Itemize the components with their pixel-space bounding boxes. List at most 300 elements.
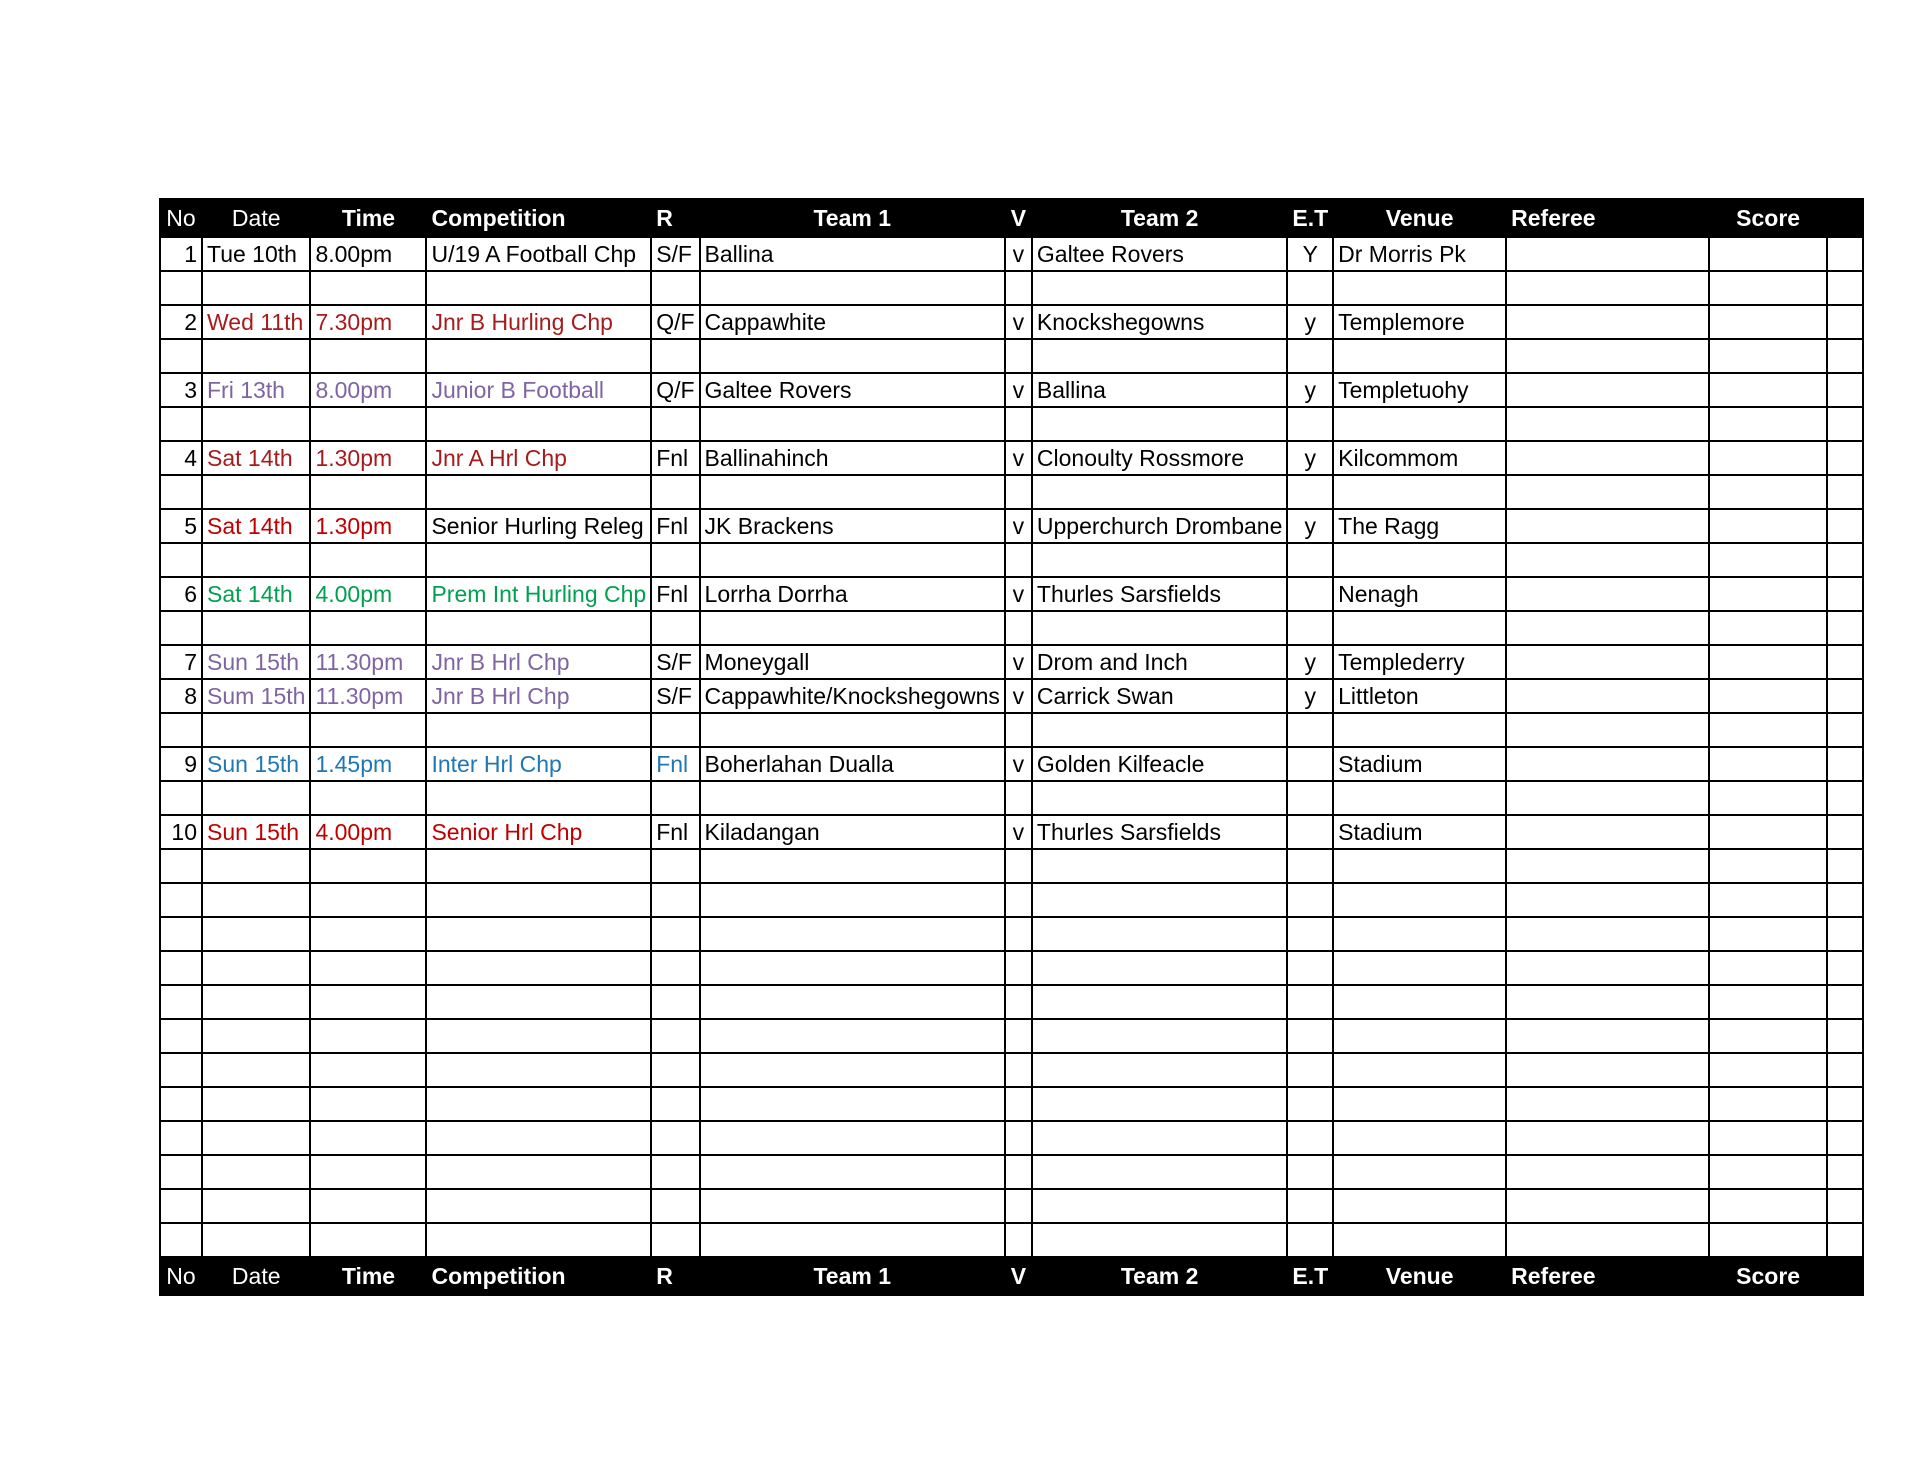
cell-time [310,339,426,373]
cell-score [1709,271,1827,305]
footer-time: Time [310,1257,426,1295]
header-row [160,199,1863,237]
cell-et [1287,475,1333,509]
footer-date: Date [202,1257,310,1295]
cell-team2: Galtee Rovers [1032,237,1287,271]
footer-row [160,1257,1863,1295]
cell-date: Sun 15th [202,815,310,849]
cell-referee [1506,407,1709,441]
cell-et [1287,849,1333,883]
cell-time: 8.00pm [310,237,426,271]
cell-score [1709,407,1827,441]
cell-score [1709,1223,1827,1257]
cell-time [310,849,426,883]
cell-time: 1.30pm [310,441,426,475]
cell-team2 [1032,1155,1287,1189]
cell-extra [1827,339,1863,373]
cell-et: y [1287,305,1333,339]
cell-team1 [700,339,1005,373]
cell-venue: The Ragg [1333,509,1506,543]
empty-row [160,985,1863,1019]
cell-time [310,917,426,951]
cell-et [1287,407,1333,441]
cell-r: Fnl [651,815,699,849]
cell-time: 11.30pm [310,679,426,713]
cell-referee [1506,1121,1709,1155]
cell-extra [1827,305,1863,339]
empty-row [160,1019,1863,1053]
cell-referee [1506,1155,1709,1189]
cell-et: y [1287,679,1333,713]
cell-v [1005,951,1032,985]
cell-time [310,713,426,747]
cell-team2 [1032,883,1287,917]
cell-extra [1827,883,1863,917]
cell-team1 [700,271,1005,305]
cell-v: v [1005,373,1032,407]
cell-no [160,1155,202,1189]
cell-team1 [700,985,1005,1019]
cell-score [1709,1053,1827,1087]
cell-team2: Clonoulty Rossmore [1032,441,1287,475]
cell-score [1709,373,1827,407]
cell-team1 [700,407,1005,441]
cell-referee [1506,951,1709,985]
fixtures-table [159,198,1864,1296]
cell-no [160,917,202,951]
cell-time [310,951,426,985]
cell-team1 [700,1189,1005,1223]
cell-score [1709,1189,1827,1223]
cell-score [1709,509,1827,543]
cell-competition [426,713,651,747]
cell-extra [1827,1223,1863,1257]
cell-et [1287,339,1333,373]
cell-team2 [1032,475,1287,509]
cell-venue: Templemore [1333,305,1506,339]
cell-competition: Jnr A Hrl Chp [426,441,651,475]
fixture-row [160,373,1863,407]
spacer-row [160,339,1863,373]
cell-referee [1506,679,1709,713]
cell-venue [1333,849,1506,883]
cell-team2 [1032,407,1287,441]
cell-venue [1333,271,1506,305]
cell-date [202,1121,310,1155]
cell-date [202,1223,310,1257]
cell-competition [426,271,651,305]
cell-r: S/F [651,679,699,713]
empty-row [160,1121,1863,1155]
cell-referee [1506,543,1709,577]
cell-score [1709,951,1827,985]
cell-venue [1333,407,1506,441]
cell-score [1709,237,1827,271]
cell-date [202,883,310,917]
cell-time [310,407,426,441]
cell-v [1005,611,1032,645]
header-extra [1827,199,1863,237]
empty-row [160,1053,1863,1087]
header-score: Score [1709,199,1827,237]
fixtures-body [160,199,1863,1257]
cell-competition [426,543,651,577]
cell-date [202,1087,310,1121]
cell-v: v [1005,577,1032,611]
cell-extra [1827,1053,1863,1087]
cell-v: v [1005,237,1032,271]
cell-extra [1827,917,1863,951]
cell-extra [1827,509,1863,543]
cell-r [651,849,699,883]
cell-time: 7.30pm [310,305,426,339]
cell-venue [1333,985,1506,1019]
cell-v [1005,883,1032,917]
cell-date: Tue 10th [202,237,310,271]
cell-v [1005,543,1032,577]
cell-competition: Jnr B Hrl Chp [426,645,651,679]
cell-team1: Moneygall [700,645,1005,679]
cell-score [1709,883,1827,917]
cell-et [1287,1189,1333,1223]
spacer-row [160,271,1863,305]
cell-referee [1506,1053,1709,1087]
cell-no: 9 [160,747,202,781]
cell-extra [1827,849,1863,883]
cell-et [1287,917,1333,951]
cell-time [310,611,426,645]
cell-venue [1333,1121,1506,1155]
cell-time [310,1053,426,1087]
cell-competition: Inter Hrl Chp [426,747,651,781]
spacer-row [160,543,1863,577]
cell-referee [1506,917,1709,951]
cell-r: S/F [651,237,699,271]
cell-team1: Galtee Rovers [700,373,1005,407]
cell-team1 [700,951,1005,985]
cell-time [310,883,426,917]
cell-no [160,339,202,373]
cell-team1 [700,475,1005,509]
cell-team2: Upperchurch Drombane [1032,509,1287,543]
cell-et [1287,271,1333,305]
cell-r: S/F [651,645,699,679]
cell-date [202,1189,310,1223]
empty-row [160,883,1863,917]
header-r: R [651,199,699,237]
cell-extra [1827,1019,1863,1053]
cell-venue [1333,713,1506,747]
cell-extra [1827,543,1863,577]
cell-competition [426,1121,651,1155]
cell-extra [1827,713,1863,747]
cell-r [651,781,699,815]
cell-referee [1506,475,1709,509]
cell-team2: Knockshegowns [1032,305,1287,339]
cell-r: Fnl [651,747,699,781]
header-no: No [160,199,202,237]
cell-score [1709,815,1827,849]
cell-referee [1506,611,1709,645]
cell-r: Q/F [651,305,699,339]
cell-no [160,849,202,883]
cell-extra [1827,747,1863,781]
cell-venue [1333,475,1506,509]
cell-team1: Ballina [700,237,1005,271]
cell-et [1287,1053,1333,1087]
cell-date [202,475,310,509]
cell-extra [1827,679,1863,713]
cell-date: Fri 13th [202,373,310,407]
empty-row [160,951,1863,985]
cell-extra [1827,237,1863,271]
cell-date: Sat 14th [202,577,310,611]
cell-no: 6 [160,577,202,611]
cell-v [1005,339,1032,373]
cell-score [1709,849,1827,883]
cell-extra [1827,815,1863,849]
cell-team1: Kiladangan [700,815,1005,849]
cell-venue: Dr Morris Pk [1333,237,1506,271]
cell-v: v [1005,441,1032,475]
cell-score [1709,713,1827,747]
cell-venue [1333,1053,1506,1087]
cell-no: 8 [160,679,202,713]
header-v: V [1005,199,1032,237]
cell-venue: Nenagh [1333,577,1506,611]
cell-score [1709,985,1827,1019]
cell-score [1709,475,1827,509]
cell-team1: Ballinahinch [700,441,1005,475]
fixture-row [160,237,1863,271]
cell-venue [1333,781,1506,815]
cell-score [1709,747,1827,781]
cell-venue [1333,1155,1506,1189]
cell-r [651,917,699,951]
cell-competition [426,1223,651,1257]
cell-team2 [1032,1019,1287,1053]
cell-time [310,475,426,509]
cell-r [651,1223,699,1257]
cell-venue: Kilcommom [1333,441,1506,475]
cell-time [310,271,426,305]
cell-venue: Templetuohy [1333,373,1506,407]
empty-row [160,1155,1863,1189]
cell-date [202,917,310,951]
cell-extra [1827,407,1863,441]
cell-r [651,951,699,985]
cell-date [202,1019,310,1053]
cell-team1 [700,1223,1005,1257]
cell-et [1287,577,1333,611]
cell-et [1287,1121,1333,1155]
cell-competition [426,917,651,951]
cell-no [160,883,202,917]
cell-venue [1333,611,1506,645]
cell-r [651,611,699,645]
cell-score [1709,611,1827,645]
cell-v [1005,781,1032,815]
footer-no: No [160,1257,202,1295]
cell-v [1005,1121,1032,1155]
cell-no [160,271,202,305]
cell-time [310,543,426,577]
cell-time: 4.00pm [310,815,426,849]
cell-competition [426,985,651,1019]
cell-score [1709,1155,1827,1189]
cell-v: v [1005,305,1032,339]
cell-time: 1.45pm [310,747,426,781]
fixture-row [160,815,1863,849]
cell-competition: U/19 A Football Chp [426,237,651,271]
cell-competition [426,951,651,985]
cell-venue: Templederry [1333,645,1506,679]
cell-team1 [700,1121,1005,1155]
cell-time: 1.30pm [310,509,426,543]
cell-team2 [1032,917,1287,951]
cell-r: Fnl [651,577,699,611]
cell-no: 1 [160,237,202,271]
cell-team1 [700,611,1005,645]
cell-date [202,1053,310,1087]
cell-date [202,339,310,373]
cell-v [1005,713,1032,747]
cell-competition [426,883,651,917]
cell-r [651,407,699,441]
cell-score [1709,781,1827,815]
cell-extra [1827,645,1863,679]
cell-score [1709,305,1827,339]
cell-r [651,1121,699,1155]
cell-time [310,1189,426,1223]
cell-competition: Junior B Football [426,373,651,407]
cell-time [310,781,426,815]
cell-r [651,883,699,917]
cell-team2 [1032,543,1287,577]
cell-score [1709,577,1827,611]
cell-v [1005,849,1032,883]
cell-date: Sat 14th [202,509,310,543]
cell-et: y [1287,441,1333,475]
cell-extra [1827,1189,1863,1223]
fixture-row [160,747,1863,781]
cell-team2: Drom and Inch [1032,645,1287,679]
cell-competition [426,611,651,645]
cell-v [1005,1189,1032,1223]
cell-competition [426,781,651,815]
cell-time [310,1087,426,1121]
cell-team2: Thurles Sarsfields [1032,815,1287,849]
cell-r [651,1155,699,1189]
cell-v [1005,407,1032,441]
cell-no [160,1053,202,1087]
cell-team2 [1032,985,1287,1019]
cell-competition [426,1155,651,1189]
cell-time [310,1019,426,1053]
cell-team2 [1032,781,1287,815]
cell-referee [1506,1189,1709,1223]
cell-v [1005,917,1032,951]
cell-team2: Carrick Swan [1032,679,1287,713]
cell-et [1287,1019,1333,1053]
cell-no: 10 [160,815,202,849]
cell-score [1709,917,1827,951]
cell-date [202,781,310,815]
cell-venue [1333,339,1506,373]
fixture-row [160,645,1863,679]
cell-date: Sun 15th [202,645,310,679]
cell-date [202,407,310,441]
cell-date [202,849,310,883]
cell-team2 [1032,1223,1287,1257]
cell-v [1005,271,1032,305]
cell-r [651,1189,699,1223]
cell-date: Sat 14th [202,441,310,475]
cell-date: Sun 15th [202,747,310,781]
fixture-row [160,305,1863,339]
cell-score [1709,1087,1827,1121]
cell-et: y [1287,645,1333,679]
cell-team1 [700,1155,1005,1189]
cell-team2 [1032,1087,1287,1121]
cell-score [1709,543,1827,577]
cell-time: 4.00pm [310,577,426,611]
cell-team1 [700,883,1005,917]
cell-team1 [700,917,1005,951]
cell-referee [1506,985,1709,1019]
header-competition: Competition [426,199,651,237]
cell-v: v [1005,679,1032,713]
cell-v: v [1005,509,1032,543]
cell-competition: Senior Hurling Releg [426,509,651,543]
cell-competition [426,849,651,883]
cell-r [651,713,699,747]
cell-date [202,611,310,645]
cell-referee [1506,237,1709,271]
cell-referee [1506,577,1709,611]
cell-date [202,713,310,747]
cell-et [1287,1087,1333,1121]
cell-score [1709,441,1827,475]
cell-extra [1827,475,1863,509]
cell-no [160,1223,202,1257]
footer-team1: Team 1 [700,1257,1005,1295]
footer-extra [1827,1257,1863,1295]
cell-no [160,713,202,747]
cell-venue: Littleton [1333,679,1506,713]
cell-v [1005,1053,1032,1087]
cell-no: 7 [160,645,202,679]
cell-team1 [700,543,1005,577]
empty-row [160,1087,1863,1121]
cell-no: 3 [160,373,202,407]
cell-no: 2 [160,305,202,339]
cell-extra [1827,1087,1863,1121]
cell-no [160,1189,202,1223]
footer-competition: Competition [426,1257,651,1295]
cell-r: Q/F [651,373,699,407]
cell-v: v [1005,815,1032,849]
cell-competition [426,475,651,509]
fixture-row [160,577,1863,611]
cell-team1: Cappawhite/Knockshegowns [700,679,1005,713]
spacer-row [160,475,1863,509]
spacer-row [160,713,1863,747]
cell-time [310,1223,426,1257]
cell-competition [426,1087,651,1121]
cell-date [202,951,310,985]
cell-et [1287,1223,1333,1257]
